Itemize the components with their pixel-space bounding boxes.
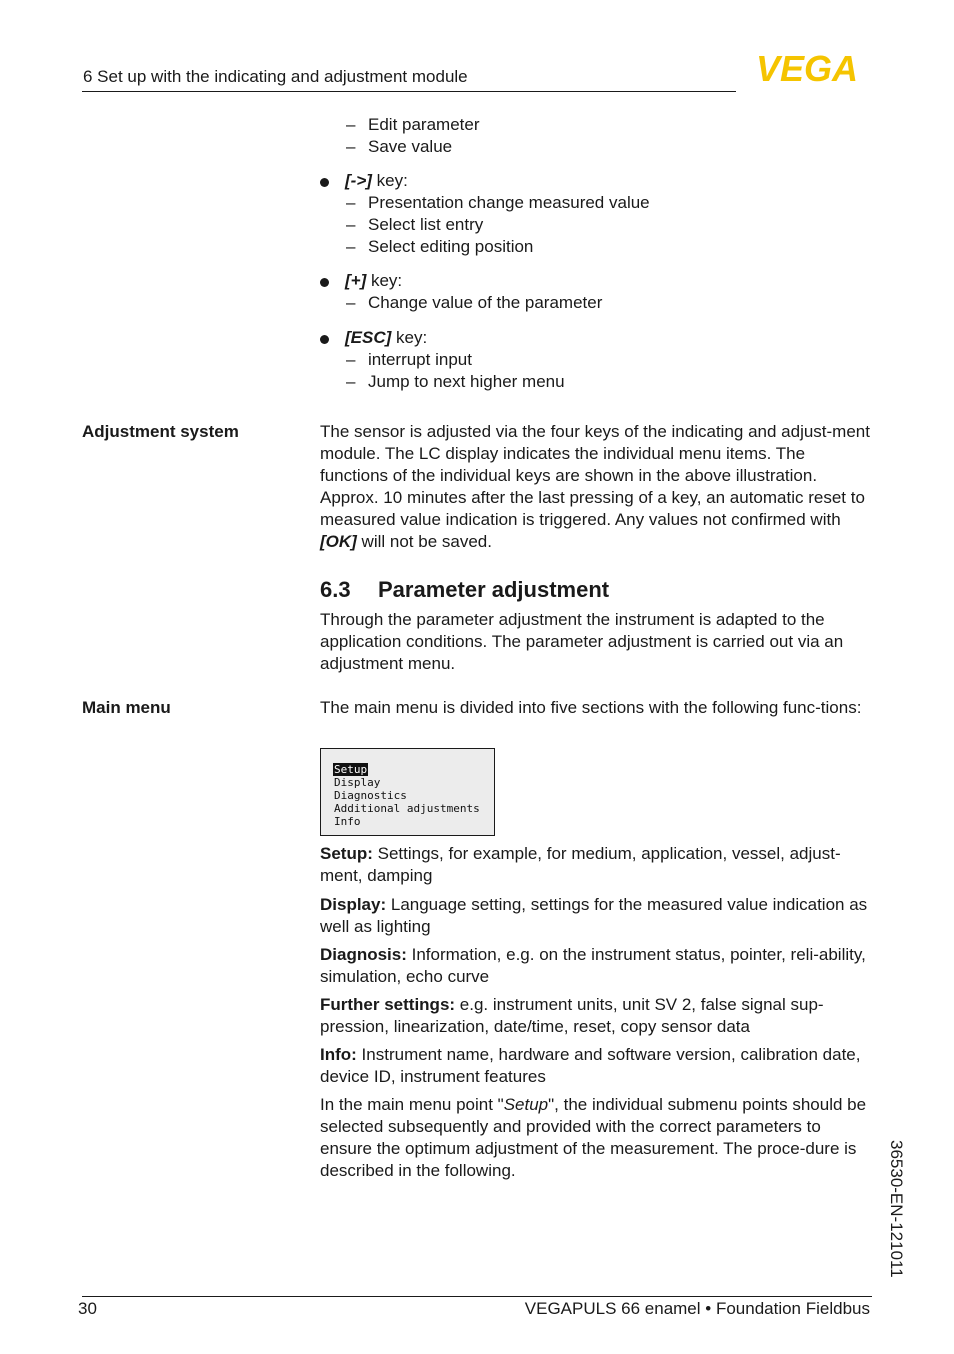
description-further-settings: Further settings: e.g. instrument units, unit SV 2, false signal sup-pression, linearization, date/time, reset, copy sensor data (320, 995, 824, 1036)
lcd-menu-item: Info (334, 815, 361, 828)
main-menu-label: Main menu (82, 698, 171, 717)
vega-logo (742, 53, 872, 83)
document-id: 36530-EN-121011 (887, 1140, 906, 1278)
key-esc-label: [ESC] key: (345, 328, 428, 347)
bullet-icon (320, 178, 329, 187)
page-number: 30 (78, 1299, 97, 1318)
section-heading: 6.3 Parameter adjustment (320, 577, 610, 602)
header-divider (82, 91, 736, 92)
chapter-title: 6 Set up with the indicating and adjustment module (83, 67, 468, 86)
description-setup: Setup: Settings, for example, for medium, application, vessel, adjust-ment, damping (320, 844, 841, 885)
key-plus-label: [+] key: (345, 271, 403, 290)
lcd-menu-item: Display (334, 776, 381, 789)
key-arrow-label: [->] key: (345, 171, 408, 190)
logo-text: VEGA (755, 53, 859, 83)
adjustment-system-label: Adjustment system (82, 422, 239, 441)
adjustment-system-text: The sensor is adjusted via the four keys of the indicating and adjust-ment module. The LC display indicates the individual menu items. The functions of the individual keys are shown in the above illustration. Approx. 10 minutes after the last pressing of a key, an automatic reset to measured value indication is triggered. Any values not confirmed with [OK] will not be saved. (320, 422, 870, 551)
lcd-menu-item: Diagnostics (334, 789, 407, 802)
description-diagnosis: Diagnosis: Information, e.g. on the instrument status, pointer, reli-ability, simulation, echo curve (320, 945, 866, 986)
lcd-display (320, 748, 495, 836)
main-menu-intro: The main menu is divided into five sections with the following func-tions: (320, 698, 862, 717)
footer-title: VEGAPULS 66 enamel • Foundation Fieldbus (524, 1299, 870, 1318)
lcd-menu-item: Additional adjustments (334, 802, 480, 815)
bullet-icon (320, 278, 329, 287)
main-menu-closing: In the main menu point "Setup", the individual submenu points should be selected subsequently and provided with the correct parameters to ensure the optimum adjustment of the measurement. The proce-dure is described in the following. (320, 1095, 867, 1180)
section-intro: Through the parameter adjustment the instrument is adapted to the application conditions. The parameter adjustment is carried out via an adjustment menu. (320, 610, 844, 673)
lcd-menu-item: Setup (334, 763, 368, 776)
description-display: Display: Language setting, settings for the measured value indication as well as lighting (320, 895, 868, 936)
description-info: Info: Instrument name, hardware and software version, calibration date, device ID, instrument features (320, 1045, 861, 1086)
bullet-icon (320, 335, 329, 344)
footer-divider (82, 1296, 872, 1297)
